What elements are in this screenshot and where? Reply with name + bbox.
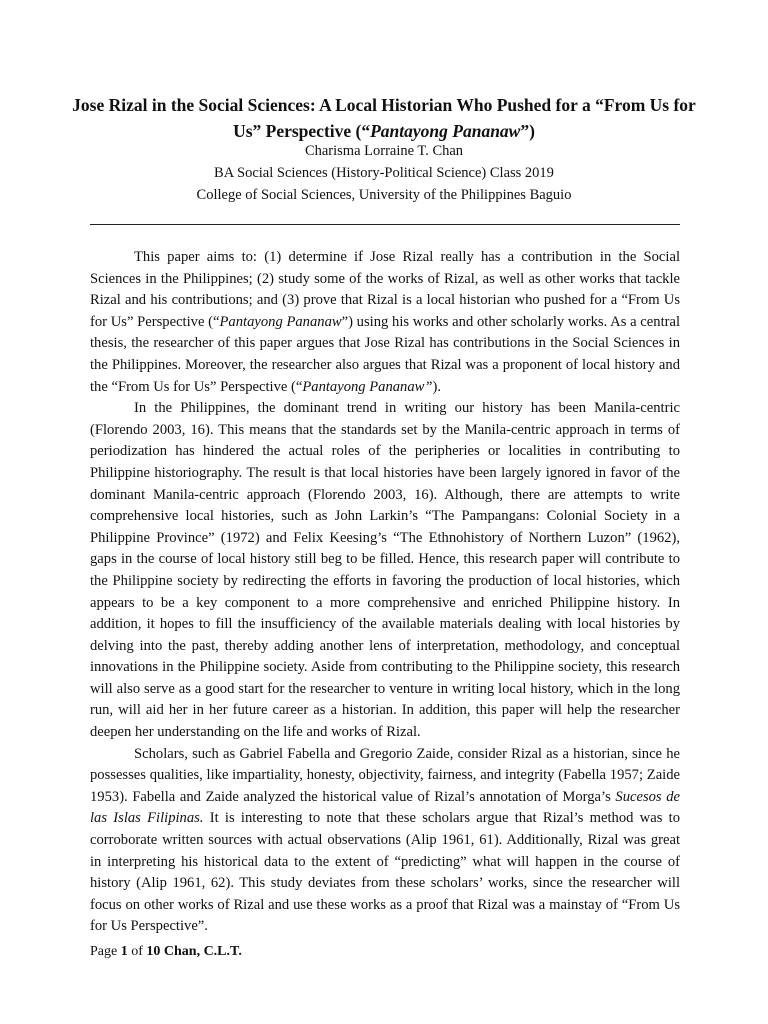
page-footer: [90, 944, 242, 960]
paper-body: [90, 247, 680, 938]
author-program: BA Social Sciences (History-Political Science) Class 2019: [214, 165, 554, 181]
header-divider: [90, 224, 680, 225]
title-text-end: ”): [520, 121, 535, 141]
paragraph-3-text-2: It is interesting to note that these scholars argue that Rizal’s method was to corroborate written sources with actual observations (Alip 1961, 61). Additionally, Rizal was great in interpreting his historical data to the extent of “predicting” what will happen in the course of history (Alip 1961, 62). This study deviates from these scholars’ works, since the researcher will focus on other works of Rizal and use these works as a proof that Rizal was a mainstay of “From Us for Us Perspective”.: [90, 810, 680, 935]
paragraph-3: [90, 744, 680, 938]
footer-total-author: 10 Chan, C.L.T.: [146, 944, 242, 959]
title-italic: Pantayong Pananaw: [370, 121, 521, 141]
paragraph-1-text-2: ”) using his works and other scholarly works. As a central thesis, the researcher of this paper argues that Jose Rizal has contributions in the Social Sciences in the Philippines. Moreover, the researcher also argues that Rizal was a proponent of local history and the “From Us for Us” Perspective (“: [90, 313, 681, 395]
paragraph-1: [90, 247, 680, 398]
paragraph-2: In the Philippines, the dominant trend in writing our history has been Manila-centric (Florendo 2003, 16). This means that the standards set by the Manila-centric approach in terms of periodization has hindered the actual roles of the peripheries or localities in contributing to Philippine historiography. The result is that local histories have been largely ignored in favor of the dominant Manila-centric approach (Florendo 2003, 16). Although, there are attempts to write comprehensive local histories, such as John Larkin’s “The Pampangans: Colonial Society in a Philippine Province” (1972) and Felix Keesing’s “The Ethnohistory of Northern Luzon” (1962), gaps in the course of local history still beg to be filled. Hence, this research paper will contribute to the Philippine society by redirecting the efforts in favoring the production of local histories, which appears to be a key component to a more comprehensive and enriched Philippine history. In addition, it hopes to fill the insufficiency of the available materials dealing with local histories by delving into the past, thereby adding another lens of interpretation, methodology, and conceptual innovations in the Philippine society. Aside from contributing to the Philippine society, this research will also serve as a good start for the researcher to venture in writing local history, which in the long run, will aid her in her future career as a historian. In addition, this paper will help the researcher deepen her understanding on the life and works of Rizal.: [90, 400, 680, 741]
paragraph-1-italic: Pantayong Pananaw: [219, 313, 342, 330]
author-college: College of Social Sciences, University of the Philippines Baguio: [196, 187, 572, 203]
paper-title: [70, 92, 698, 144]
title-text: Jose Rizal in the Social Sciences: A Local Historian Who Pushed for a “From Us for Us” Perspective (“: [72, 95, 696, 141]
footer-page-number: 1: [120, 944, 128, 959]
paragraph-3-text: Scholars, such as Gabriel Fabella and Gregorio Zaide, consider Rizal as a historian, since he possesses qualities, like impartiality, honesty, objectivity, fairness, and integrity (Fabella 1957; Zaide 1953). Fabella and Zaide analyzed the historical value of Rizal’s annotation of Morga’s: [90, 745, 680, 805]
paragraph-3-italic: Sucesos de las Islas Filipinas.: [90, 788, 680, 827]
author-name: Charisma Lorraine T. Chan: [304, 143, 464, 159]
paragraph-1-text: This paper aims to: (1) determine if Jose Rizal really has a contribution in the Social Sciences in the Philippines; (2) study some of the works of Rizal, as well as other works that tackle Rizal and his contributions; and (3) prove that Rizal is a local historian who pushed for a “From Us for Us” Perspective (“: [90, 249, 680, 330]
paragraph-1-text-3: ).: [432, 378, 442, 395]
paragraph-1-italic-2: Pantayong Pananaw”: [302, 378, 433, 395]
footer-of-word: of: [131, 944, 143, 959]
footer-page-word: Page: [90, 944, 118, 959]
